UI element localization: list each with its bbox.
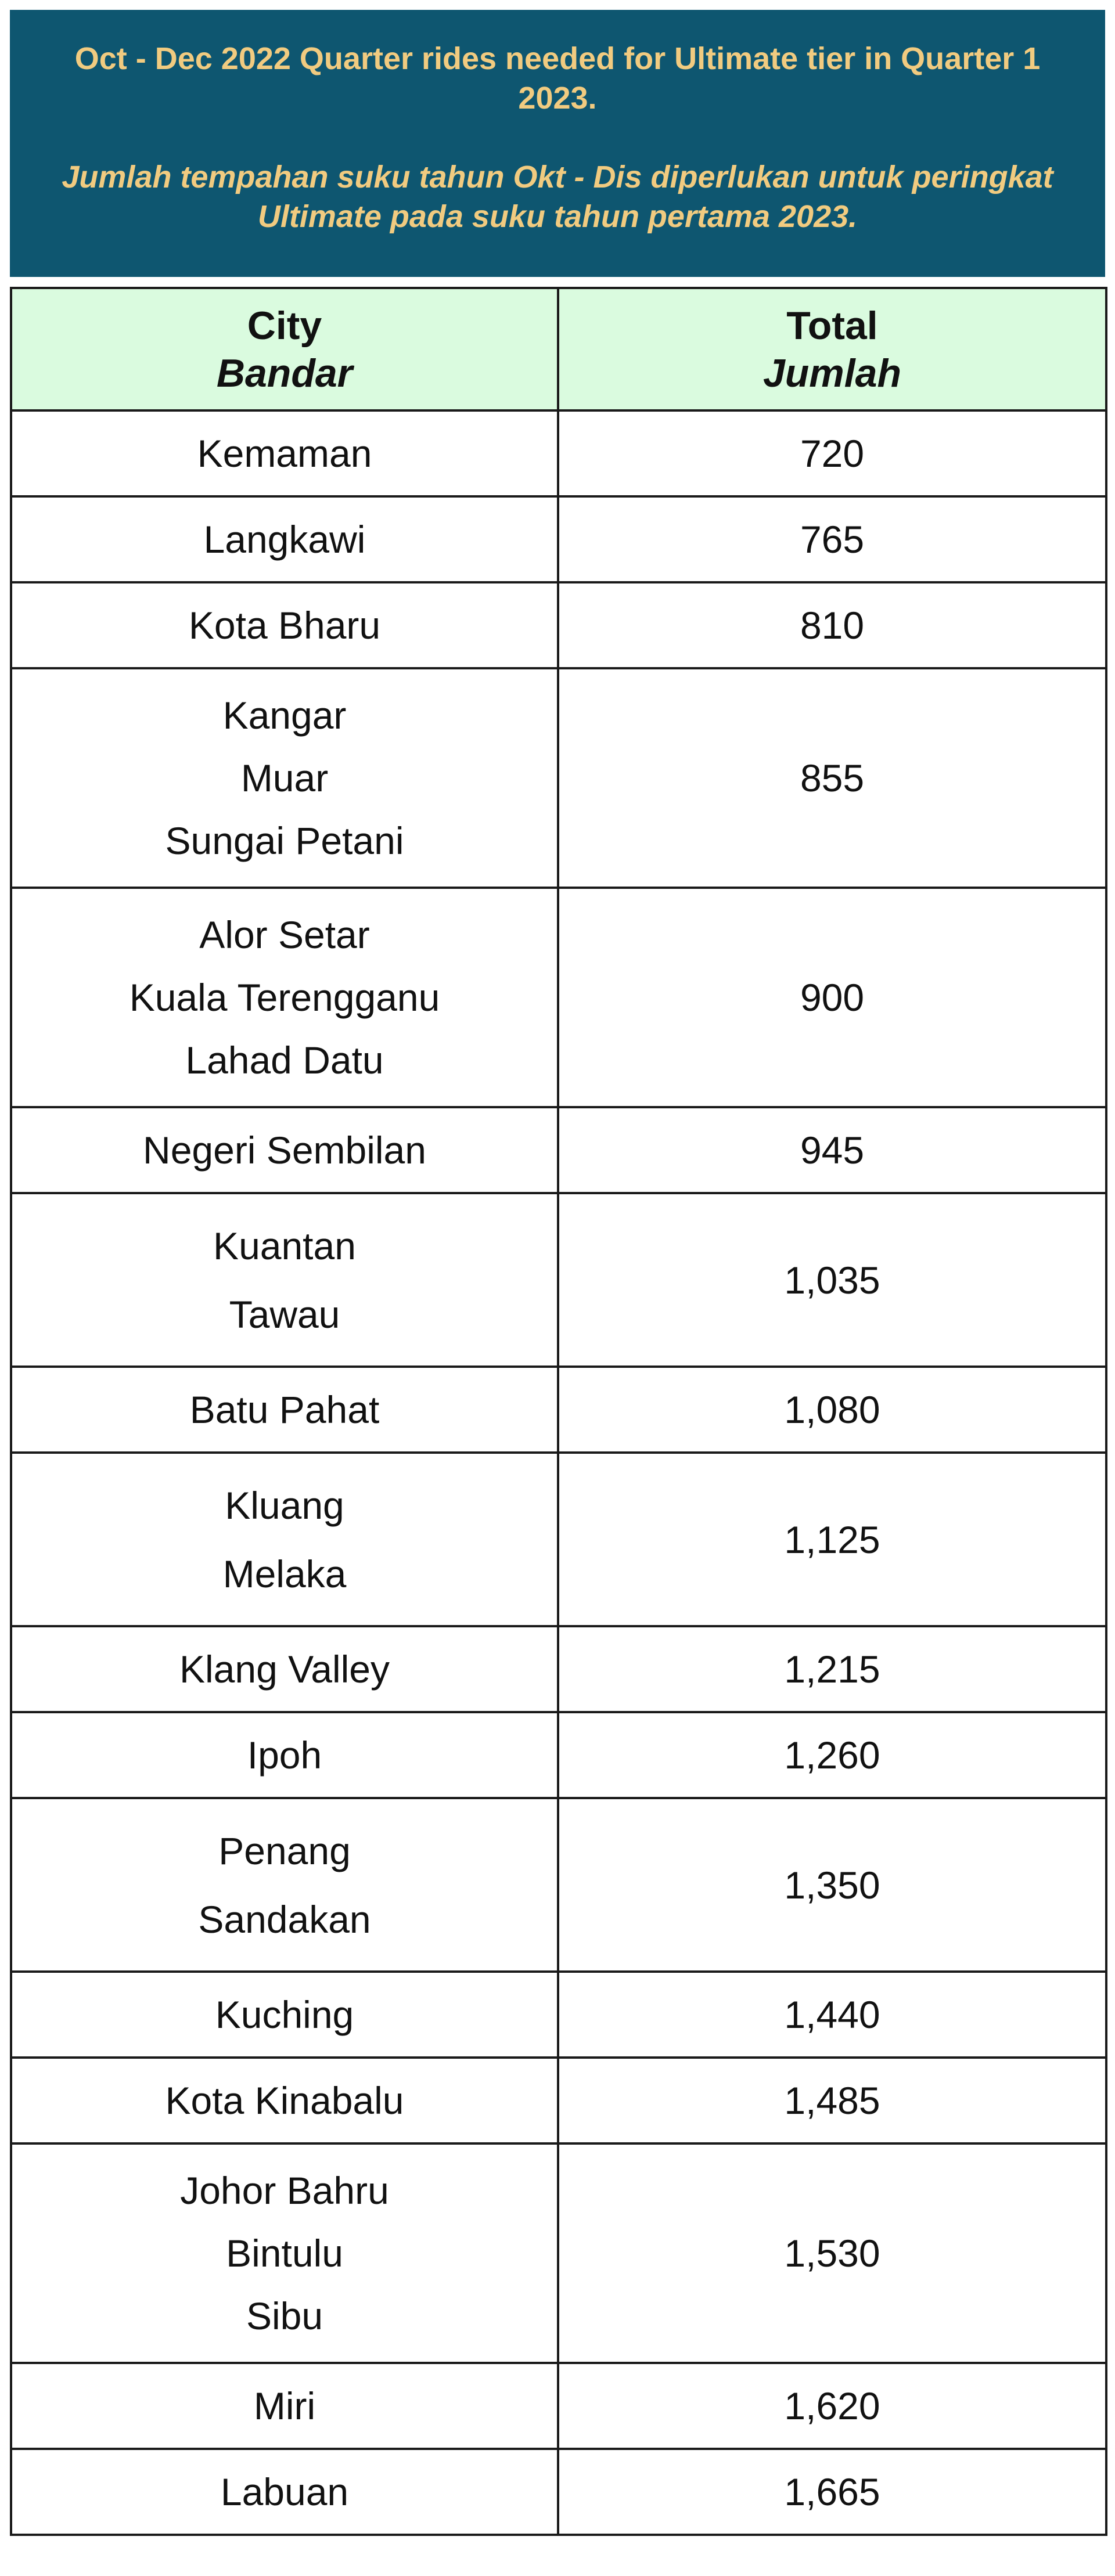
table-row — [11, 1367, 1106, 1453]
table-body — [11, 410, 1106, 2535]
city-name: Klang Valley — [179, 1648, 390, 1691]
rides-table — [10, 287, 1107, 2536]
table-row — [11, 2363, 1106, 2449]
city-cell — [11, 888, 558, 1107]
total-column-header — [558, 288, 1106, 410]
city-cell — [11, 582, 558, 668]
total-cell: 1,035 — [558, 1193, 1106, 1367]
city-cell — [11, 410, 558, 496]
total-cell: 855 — [558, 668, 1106, 888]
city-name: Negeri Sembilan — [143, 1129, 426, 1172]
total-cell: 1,260 — [558, 1712, 1106, 1798]
city-name: Batu Pahat — [189, 1388, 380, 1431]
total-cell: 1,080 — [558, 1367, 1106, 1453]
city-cell — [11, 1972, 558, 2058]
table-row — [11, 1712, 1106, 1798]
table-row — [11, 888, 1106, 1107]
city-cell — [11, 668, 558, 888]
table-row — [11, 496, 1106, 582]
city-name: Kuantan — [213, 1224, 356, 1267]
table-row — [11, 410, 1106, 496]
total-cell: 1,125 — [558, 1453, 1106, 1626]
title-malay: Jumlah tempahan suku tahun Okt - Dis diperlukan untuk peringkat Ultimate pada suku tahun pertama 2023. — [62, 160, 1053, 234]
city-name: Kemaman — [197, 432, 372, 475]
table-row — [11, 1972, 1106, 2058]
header-row — [11, 288, 1106, 410]
table-row — [11, 1626, 1106, 1712]
table-row — [11, 2143, 1106, 2363]
document — [10, 10, 1105, 2536]
city-name: Kuala Terengganu — [129, 976, 440, 1019]
city-name: Sungai Petani — [165, 819, 404, 862]
title-banner — [10, 10, 1105, 277]
city-name: Muar — [240, 756, 329, 799]
total-cell: 1,665 — [558, 2449, 1106, 2535]
city-name: Lahad Datu — [185, 1039, 384, 1082]
city-name: Sibu — [246, 2294, 323, 2337]
table-row — [11, 2058, 1106, 2143]
city-name: Melaka — [222, 1552, 347, 1595]
table-row — [11, 1453, 1106, 1626]
table-row — [11, 1798, 1106, 1972]
title-english: Oct - Dec 2022 Quarter rides needed for Ultimate tier in Quarter 1 2023. — [74, 41, 1041, 116]
city-name: Bintulu — [226, 2232, 343, 2275]
city-header-label-malay: Bandar — [216, 351, 353, 395]
city-cell — [11, 2058, 558, 2143]
total-cell: 1,350 — [558, 1798, 1106, 1972]
city-cell — [11, 2449, 558, 2535]
table-row — [11, 1107, 1106, 1193]
total-cell: 1,215 — [558, 1626, 1106, 1712]
city-name: Langkawi — [203, 518, 366, 561]
city-cell — [11, 496, 558, 582]
table-row — [11, 2449, 1106, 2535]
total-header-label-malay: Jumlah — [762, 351, 902, 395]
city-name: Kluang — [225, 1483, 344, 1527]
city-cell — [11, 1712, 558, 1798]
city-cell — [11, 1798, 558, 1972]
city-name: Alor Setar — [199, 913, 370, 956]
city-name: Kangar — [222, 694, 347, 737]
total-cell: 900 — [558, 888, 1106, 1107]
total-cell: 945 — [558, 1107, 1106, 1193]
total-cell: 1,620 — [558, 2363, 1106, 2449]
total-cell: 1,485 — [558, 2058, 1106, 2143]
city-name: Penang — [218, 1829, 351, 1872]
city-name: Kota Bharu — [188, 604, 381, 647]
city-cell — [11, 1107, 558, 1193]
table-row — [11, 582, 1106, 668]
city-cell — [11, 2143, 558, 2363]
city-cell — [11, 1193, 558, 1367]
total-cell: 720 — [558, 410, 1106, 496]
total-cell: 1,530 — [558, 2143, 1106, 2363]
city-column-header — [11, 288, 558, 410]
city-name: Ipoh — [247, 1734, 322, 1777]
total-cell: 810 — [558, 582, 1106, 668]
city-cell — [11, 1453, 558, 1626]
total-cell: 765 — [558, 496, 1106, 582]
table-row — [11, 1193, 1106, 1367]
total-cell: 1,440 — [558, 1972, 1106, 2058]
city-header-label: City — [247, 303, 322, 348]
city-name: Labuan — [220, 2470, 349, 2513]
city-cell — [11, 1367, 558, 1453]
city-name: Kuching — [215, 1993, 354, 2036]
city-cell — [11, 2363, 558, 2449]
city-cell — [11, 1626, 558, 1712]
table-row — [11, 668, 1106, 888]
city-name: Kota Kinabalu — [165, 2079, 404, 2122]
city-name: Johor Bahru — [180, 2169, 389, 2212]
city-name: Miri — [253, 2384, 316, 2427]
city-name: Tawau — [229, 1292, 340, 1336]
city-name: Sandakan — [198, 1897, 371, 1941]
total-header-label: Total — [786, 303, 878, 348]
